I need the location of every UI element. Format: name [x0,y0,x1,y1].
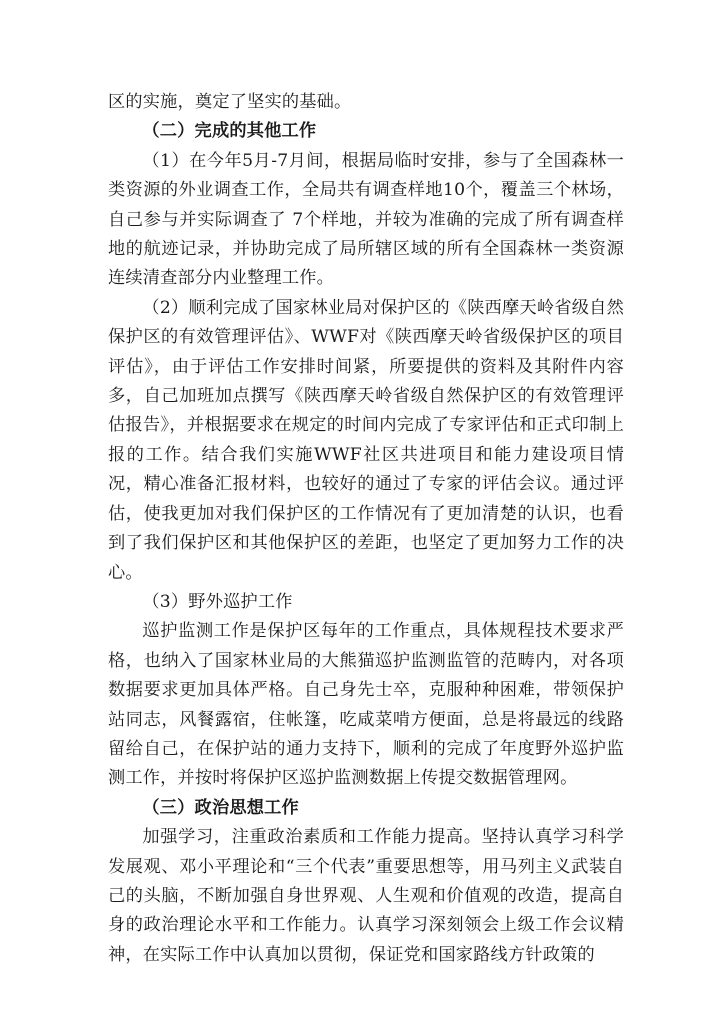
section-heading-other-work: （二）完成的其他工作 [142,121,317,142]
subheading-field-patrol: （3）野外巡护工作 [142,591,293,612]
paragraph-patrol-monitoring: 巡护监测工作是保护区每年的工作重点，具体规程技术要求严格，也纳入了国家林业局的大熊猫巡护监测监管的范畴内，对各项数据要求更加具体严格。自己身先士卒，克服种种困难，带领保护站同志，风餐露宿，住帐篷，吃咸菜啃方便面，总是将最远的线路留给自己，在保护站的通力支持下，顺利的完成了年度野外巡护监测工作，并按时将保护区巡护监测数据上传提交数据管理网。 [108,621,624,789]
document-body [108,88,624,970]
section-heading-political-work: （三）政治思想工作 [142,797,299,818]
paragraph-forest-survey: （1）在今年5月-7月间，根据局临时安排，参与了全国森林一类资源的外业调查工作，全局共有调查样地10个，覆盖三个林场，自己参与并实际调查了 7个样地，并较为准确的完成了所有调查样地的航迹记录，并协助完成了局所辖区域的所有全国森林一类资源连续清查部分内业整理工作。 [108,150,624,289]
paragraph-management-evaluation: （2）顺利完成了国家林业局对保护区的《陕西摩天岭省级自然保护区的有效管理评估》、WWF对《陕西摩天岭省级保护区的项目评估》，由于评估工作安排时间紧，所要提供的资料及其附件内容多，自己加班加点撰写《陕西摩天岭省级自然保护区的有效管理评估报告》，并根据要求在规定的时间内完成了专家评估和正式印制上报的工作。结合我们实施WWF社区共进项目和能力建设项目情况，精心准备汇报材料，也较好的通过了专家的评估会议。通过评估，使我更加对我们保护区的工作情况有了更加清楚的认识，也看到了我们保护区和其他保护区的差距，也坚定了更加努力工作的决心。 [108,297,624,583]
intro-paragraph: 区的实施，奠定了坚实的基础。 [108,92,352,112]
paragraph-political-study: 加强学习，注重政治素质和工作能力提高。坚持认真学习科学发展观、邓小平理论和“三个代表”重要思想等，用马列主义武装自己的头脑，不断加强自身世界观、人生观和价值观的改造，提高自身的政治理论水平和工作能力。认真学习深刻领会上级工作会议精神，在实际工作中认真加以贯彻，保证党和国家路线方针政策的 [108,827,624,965]
